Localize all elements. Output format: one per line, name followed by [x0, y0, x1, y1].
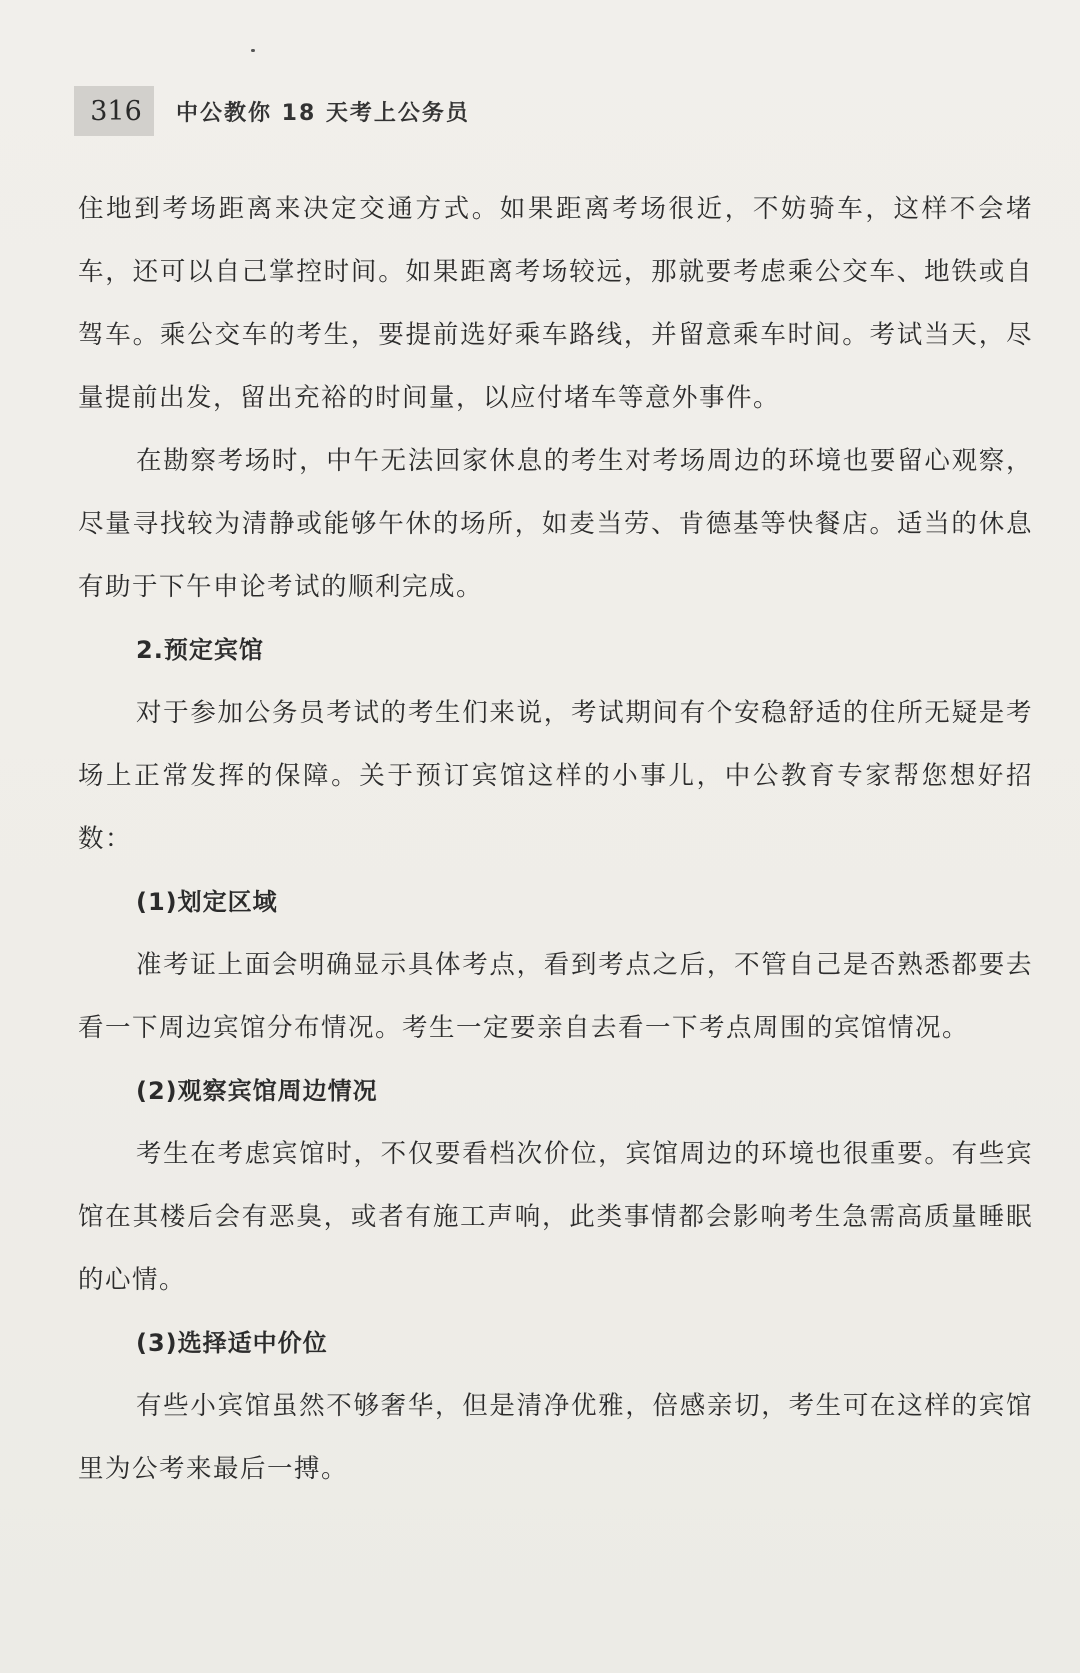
print-speck: [251, 49, 255, 52]
paragraph-hotel-intro: 对于参加公务员考试的考生们来说，考试期间有个安稳舒适的住所无疑是考场上正常发挥的保障。关于预订宾馆这样的小事儿，中公教育专家帮您想好招数：: [78, 698, 1033, 854]
paragraph-moderate-price: 有些小宾馆虽然不够奢华，但是清净优雅，倍感亲切，考生可在这样的宾馆里为公考来最后一搏。: [78, 1391, 1033, 1484]
subheading-moderate-price: (3)选择适中价位: [136, 1329, 328, 1357]
section-heading-book-hotel: 2.预定宾馆: [136, 636, 264, 664]
subheading-observe-surroundings: (2)观察宾馆周边情况: [136, 1077, 378, 1105]
paragraph-lunch-rest: 在勘察考场时，中午无法回家休息的考生对考场周边的环境也要留心观察，尽量寻找较为清静或能够午休的场所，如麦当劳、肯德基等快餐店。适当的休息有助于下午申论考试的顺利完成。: [78, 446, 1033, 602]
paragraph-define-area: 准考证上面会明确显示具体考点，看到考点之后，不管自己是否熟悉都要去看一下周边宾馆分布情况。考生一定要亲自去看一下考点周围的宾馆情况。: [78, 950, 1033, 1043]
paragraph-transport: 住地到考场距离来决定交通方式。如果距离考场很近，不妨骑车，这样不会堵车，还可以自己掌控时间。如果距离考场较远，那就要考虑乘公交车、地铁或自驾车。乘公交车的考生，要提前选好乘车路线，并留意乘车时间。考试当天，尽量提前出发，留出充裕的时间量，以应付堵车等意外事件。: [78, 194, 1033, 413]
page-number: 316: [74, 86, 154, 136]
running-title: 中公教你 18 天考上公务员: [176, 100, 470, 126]
page-body: [78, 178, 1033, 1501]
paragraph-observe-surroundings: 考生在考虑宾馆时，不仅要看档次价位，宾馆周边的环境也很重要。有些宾馆在其楼后会有恶臭，或者有施工声响，此类事情都会影响考生急需高质量睡眠的心情。: [78, 1139, 1033, 1295]
page-header: [74, 86, 470, 136]
subheading-define-area: (1)划定区域: [136, 888, 278, 916]
